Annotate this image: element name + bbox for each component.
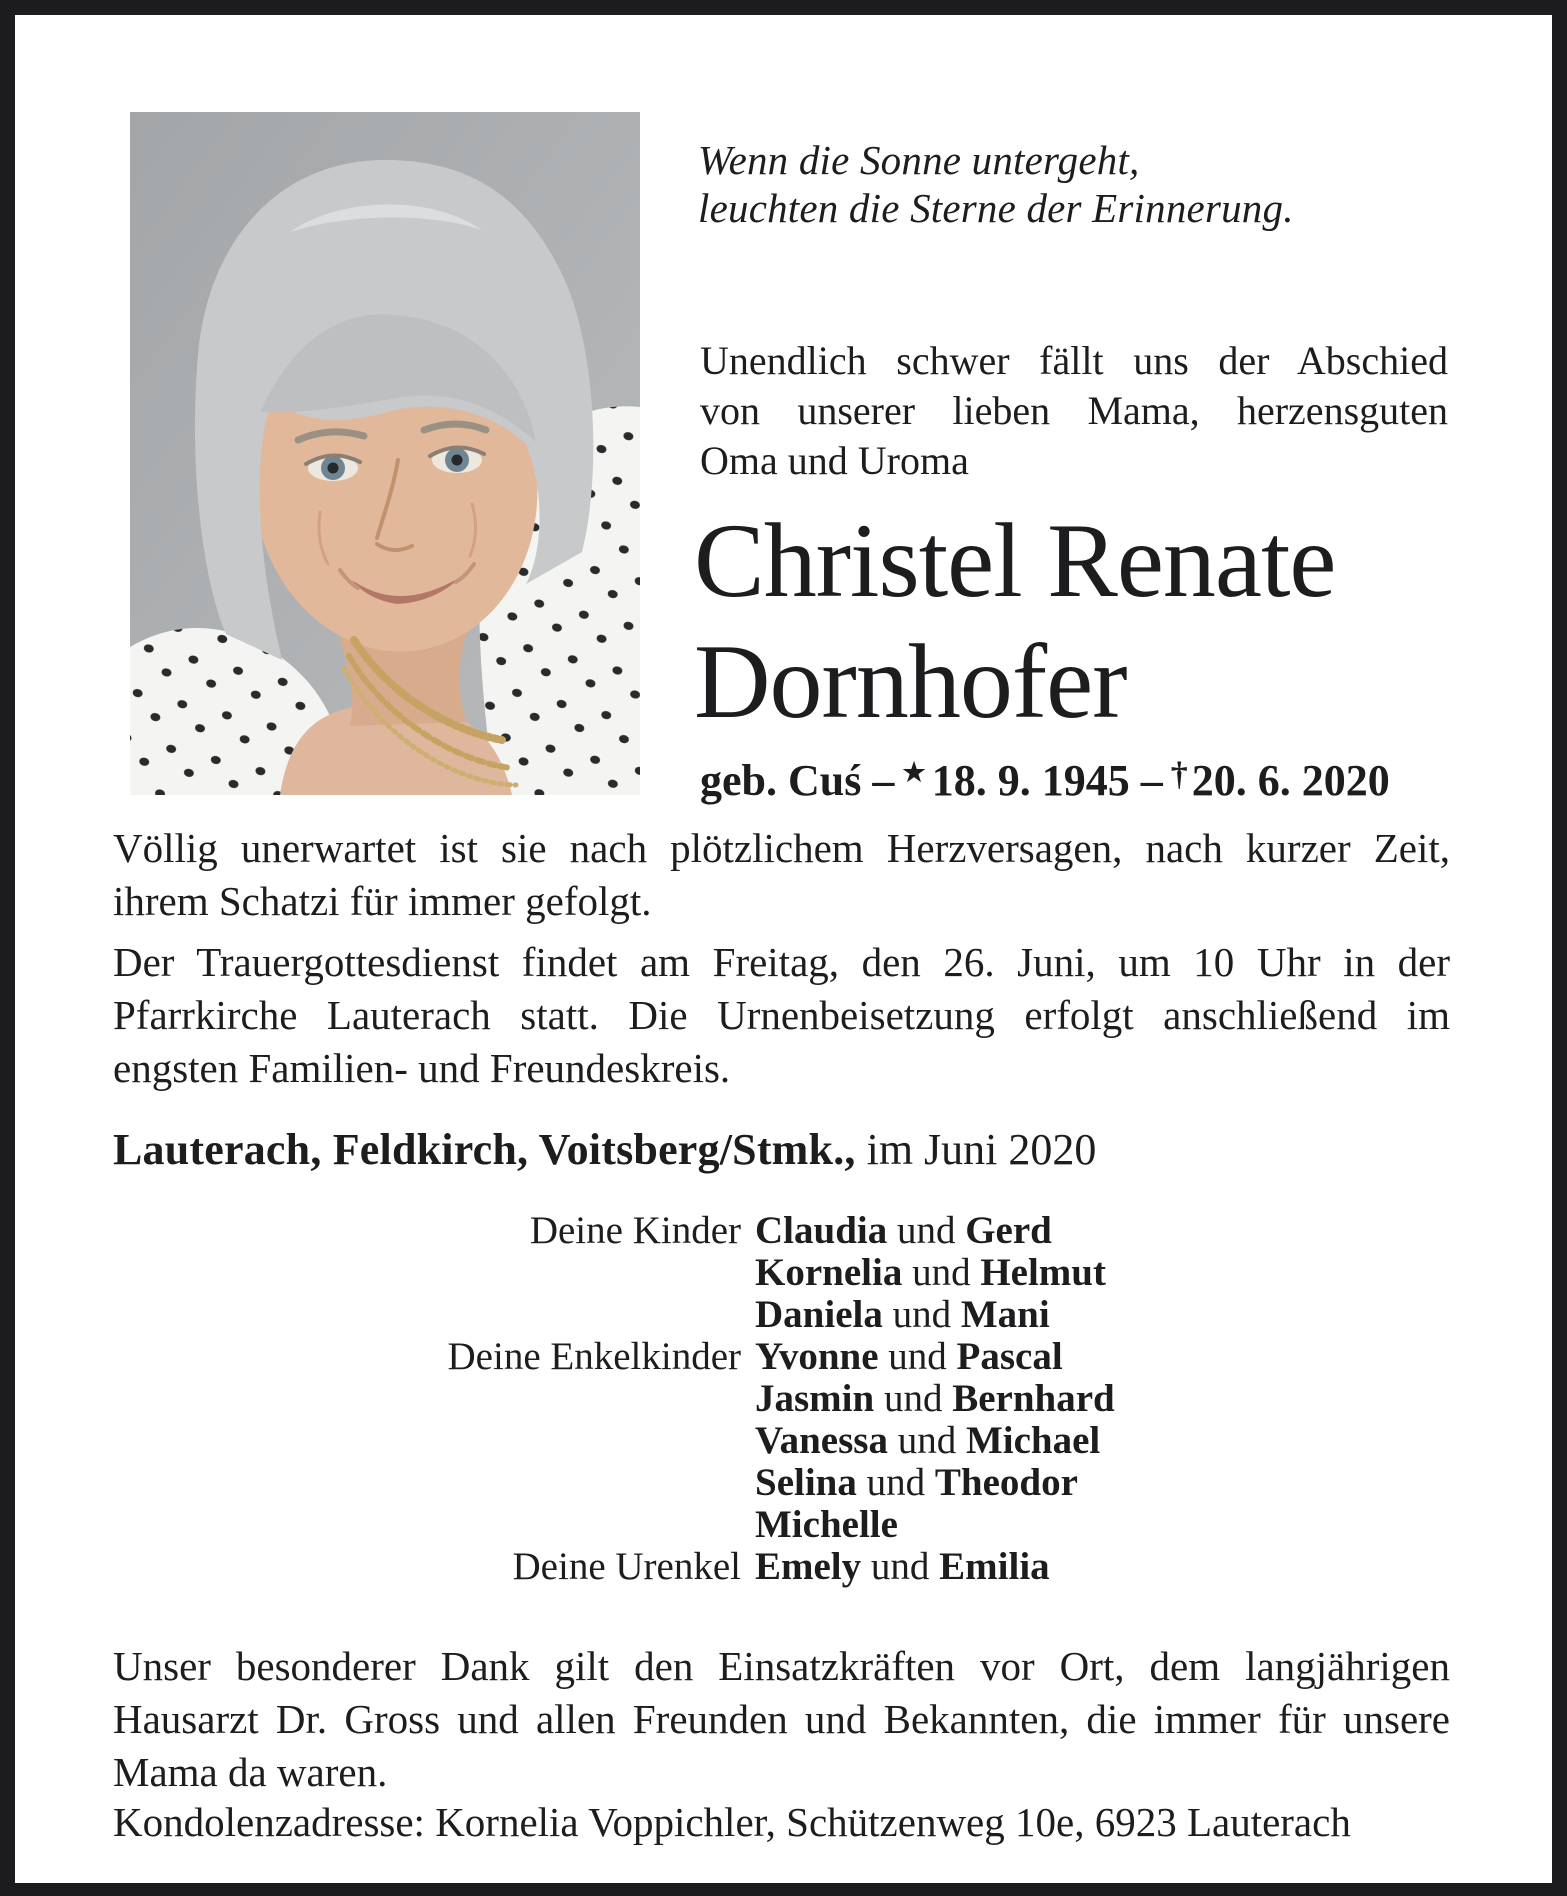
family-conjunction: und <box>892 1293 952 1336</box>
family-names <box>755 1420 1450 1462</box>
family-names <box>755 1210 1450 1252</box>
death-cross-icon: † <box>1170 756 1188 793</box>
birth-date: 18. 9. 1945 – <box>931 756 1163 805</box>
family-row <box>113 1252 1450 1294</box>
intro-paragraph <box>700 336 1448 486</box>
family-name-2: Mani <box>960 1293 1050 1336</box>
family-name-2: Helmut <box>980 1251 1106 1294</box>
family-name-1: Kornelia <box>755 1251 903 1294</box>
deceased-name-line-2: Dornhofer <box>694 623 1127 740</box>
family-row <box>113 1420 1450 1462</box>
intro-line-3: Oma und Uroma <box>700 438 969 483</box>
family-conjunction: und <box>883 1377 943 1420</box>
death-notice-line-2: ihrem Schatzi für immer gefolgt. <box>113 878 652 924</box>
thanks-paragraph <box>113 1640 1450 1799</box>
vital-dates-line <box>700 748 1460 806</box>
thanks-line-3: Mama da waren. <box>113 1749 388 1795</box>
family-names <box>755 1252 1450 1294</box>
family-row <box>113 1210 1450 1252</box>
service-info-line-1: Der Trauergottesdienst findet am Freitag, den 26. Juni, um 10 Uhr in der <box>113 939 1450 985</box>
family-conjunction: und <box>897 1419 957 1462</box>
date-text: im Juni 2020 <box>866 1125 1097 1174</box>
service-info-line-3: engsten Familien- und Freundeskreis. <box>113 1045 731 1091</box>
family-label <box>113 1378 755 1420</box>
condolence-address-line: Kondolenzadresse: Kornelia Voppichler, Schützenweg 10e, 6923 Lauterach <box>113 1799 1351 1845</box>
birth-star-icon: ★ <box>902 758 926 788</box>
family-names <box>755 1378 1450 1420</box>
death-notice-paragraph <box>113 822 1450 928</box>
family-name-1: Daniela <box>755 1293 883 1336</box>
family-name-2: Pascal <box>956 1335 1063 1378</box>
family-row <box>113 1546 1450 1588</box>
family-name-2: Bernhard <box>952 1377 1115 1420</box>
family-names <box>755 1462 1450 1504</box>
family-row <box>113 1294 1450 1336</box>
family-name-2: Michael <box>965 1419 1101 1462</box>
family-name-2: Gerd <box>965 1209 1052 1252</box>
family-label <box>113 1252 755 1294</box>
family-label: Deine Kinder <box>529 1209 741 1252</box>
family-label <box>113 1294 755 1336</box>
family-label <box>113 1420 755 1462</box>
family-conjunction: und <box>888 1335 947 1378</box>
family-name-1: Yvonne <box>755 1335 879 1378</box>
family-name-2: Theodor <box>934 1461 1078 1504</box>
family-list <box>113 1210 1450 1588</box>
family-label: Deine Urenkel <box>512 1545 741 1588</box>
family-name-1: Emely <box>755 1545 862 1588</box>
death-date: 20. 6. 2020 <box>1191 756 1390 805</box>
family-names <box>755 1504 1450 1546</box>
portrait-photo-illustration <box>130 112 640 795</box>
family-name-1: Selina <box>755 1461 857 1504</box>
family-name-1: Vanessa <box>755 1419 888 1462</box>
family-conjunction: und <box>912 1251 971 1294</box>
family-names <box>755 1294 1450 1336</box>
family-name-1: Claudia <box>755 1209 888 1252</box>
family-conjunction: und <box>866 1461 926 1504</box>
family-conjunction: und <box>870 1545 930 1588</box>
portrait-photo <box>130 112 640 795</box>
family-row <box>113 1504 1450 1546</box>
family-conjunction: und <box>896 1209 956 1252</box>
family-label <box>113 1462 755 1504</box>
family-name-1: Michelle <box>755 1503 898 1546</box>
service-info-paragraph <box>113 936 1450 1095</box>
place-date-line <box>113 1124 1450 1176</box>
place-list: Lauterach, Feldkirch, Voitsberg/Stmk., <box>113 1125 856 1174</box>
intro-line-1: Unendlich schwer fällt uns der Abschied <box>700 338 1448 383</box>
family-name-2: Emilia <box>939 1545 1050 1588</box>
family-label <box>113 1504 755 1546</box>
family-row <box>113 1462 1450 1504</box>
thanks-line-2: Hausarzt Dr. Gross und allen Freunden und Bekannten, die immer für unsere <box>113 1696 1450 1742</box>
epigraph-line-2: leuchten die Sterne der Erinnerung. <box>698 185 1294 231</box>
family-row <box>113 1336 1450 1378</box>
deceased-name <box>694 500 1494 742</box>
family-row <box>113 1378 1450 1420</box>
family-label: Deine Enkelkinder <box>447 1335 741 1378</box>
death-notice-line-1: Völlig unerwartet ist sie nach plötzlichem Herzversagen, nach kurzer Zeit, <box>113 825 1450 871</box>
intro-line-2: von unserer lieben Mama, herzensguten <box>700 388 1448 433</box>
epigraph-line-1: Wenn die Sonne untergeht, <box>698 137 1140 183</box>
thanks-line-1: Unser besonderer Dank gilt den Einsatzkräften vor Ort, dem langjährigen <box>113 1643 1450 1689</box>
family-names <box>755 1546 1450 1588</box>
deceased-name-line-1: Christel Renate <box>694 502 1336 619</box>
service-info-line-2: Pfarrkirche Lauterach statt. Die Urnenbeisetzung erfolgt anschließend im <box>113 992 1450 1038</box>
family-name-1: Jasmin <box>755 1377 875 1420</box>
family-names <box>755 1336 1450 1378</box>
maiden-name: geb. Cuś – <box>700 756 895 805</box>
epigraph <box>698 136 1458 232</box>
